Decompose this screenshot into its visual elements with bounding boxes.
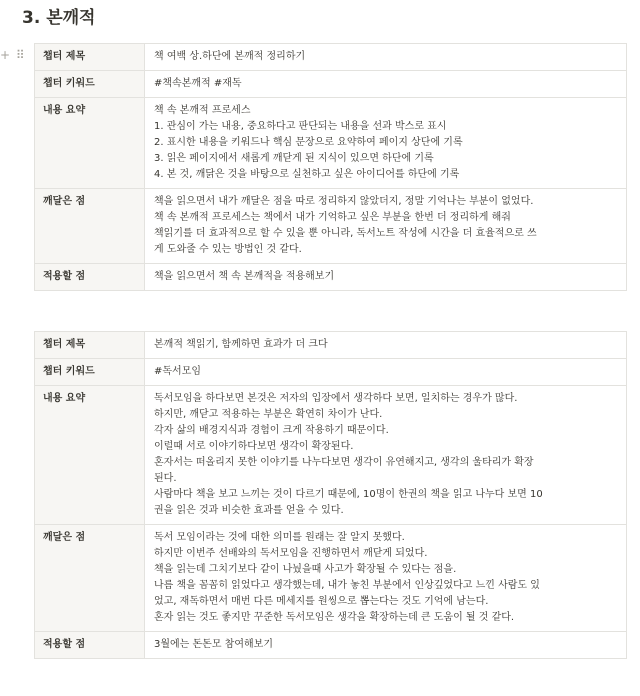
text-line: 3. 읽은 페이지에서 새롭게 깨닫게 된 지식이 있으면 하단에 기록	[154, 153, 434, 164]
text-line: 각자 삶의 배경지식과 경험이 크게 작용하기 때문이다.	[154, 425, 389, 436]
table-row	[35, 332, 627, 359]
text-line: 책 속 본깨적 프로세스	[154, 105, 251, 116]
row-value-chapter-title[interactable]	[145, 44, 627, 71]
table-row	[35, 525, 627, 632]
block-handle[interactable]	[0, 48, 26, 62]
row-value-summary[interactable]	[145, 386, 627, 525]
text-line: 1. 관심이 가는 내용, 중요하다고 판단되는 내용을 선과 박스로 표시	[154, 121, 447, 132]
text-line: 하지만, 깨닫고 적용하는 부분은 확연히 차이가 난다.	[154, 409, 383, 420]
drag-handle-icon[interactable]: ⠿	[15, 48, 26, 62]
text-line: 책을 읽으면서 책 속 본깨적을 적용해보기	[154, 271, 335, 282]
table-row	[35, 71, 627, 98]
text-line: 권을 읽은 것과 비슷한 효과를 얻을 수 있다.	[154, 505, 344, 516]
table-row	[35, 359, 627, 386]
row-label-application[interactable]: 적용할 점	[35, 632, 145, 659]
text-line: 본깨적 책읽기, 함께하면 효과가 더 크다	[154, 339, 328, 350]
text-line: 4. 본 것, 깨닭은 것을 바탕으로 실천하고 싶은 아이디어를 하단에 기록	[154, 169, 460, 180]
row-label-chapter-title[interactable]: 챕터 제목	[35, 44, 145, 71]
table-row	[35, 264, 627, 291]
text-line: 책 여백 상.하단에 본깨적 정리하기	[154, 51, 306, 62]
table-row	[35, 44, 627, 71]
text-line: 책을 읽으면서 내가 깨달은 점을 따로 정리하지 않았더지, 정말 기억나는 부분이 없었다.	[154, 196, 534, 207]
text-line: 책읽기를 더 효과적으로 할 수 있을 뿐 아니라, 독서노트 작성에 시간을 더 효율적으로 쓰	[154, 228, 537, 239]
text-line: 독서 모임이라는 것에 대한 의미를 원래는 잘 알지 못했다.	[154, 532, 405, 543]
text-line: 3월에는 돈돈모 참여해보기	[154, 639, 273, 650]
chapter-table-2	[34, 331, 627, 659]
text-line: 된다.	[154, 473, 177, 484]
row-label-chapter-keyword[interactable]: 챕터 키워드	[35, 359, 145, 386]
text-line: 나름 책을 꼼꼼히 읽었다고 생각했는데, 내가 놓친 부분에서 인상깊었다고 느낀 사람도 있	[154, 580, 540, 591]
text-line: 책 속 본깨적 프로세스는 책에서 내가 기억하고 싶은 부분을 한번 더 정리하게 해줘	[154, 212, 511, 223]
row-value-application[interactable]	[145, 632, 627, 659]
table-row	[35, 189, 627, 264]
row-value-realization[interactable]	[145, 189, 627, 264]
row-value-summary[interactable]	[145, 98, 627, 189]
row-label-chapter-title[interactable]: 챕터 제목	[35, 332, 145, 359]
section-heading: 3. 본깨적	[22, 8, 96, 28]
row-value-chapter-keyword[interactable]	[145, 71, 627, 98]
text-line: 혼자 읽는 것도 좋지만 꾸준한 독서모임은 생각을 확장하는데 큰 도움이 될 것 같다.	[154, 612, 515, 623]
row-label-summary[interactable]: 내용 요약	[35, 98, 145, 189]
row-label-realization[interactable]: 깨달은 점	[35, 189, 145, 264]
row-label-application[interactable]: 적용할 점	[35, 264, 145, 291]
text-line: 었고, 재독하면서 매번 다른 메세지를 원씽으로 뽑는다는 것도 기억에 남는다.	[154, 596, 489, 607]
text-line: #책속본깨적 #재독	[154, 78, 242, 89]
row-value-application[interactable]	[145, 264, 627, 291]
row-label-summary[interactable]: 내용 요약	[35, 386, 145, 525]
text-line: 독서모임을 하다보면 본것은 저자의 입장에서 생각하다 보면, 일치하는 경우가 많다.	[154, 393, 518, 404]
row-value-realization[interactable]	[145, 525, 627, 632]
text-line: 게 도와줄 수 있는 방법인 것 같다.	[154, 244, 302, 255]
text-line: 사람마다 책을 보고 느끼는 것이 다르기 때문에, 10명이 한권의 책을 읽고 나누다 보면 10	[154, 489, 543, 500]
table-row	[35, 386, 627, 525]
text-line: #독서모임	[154, 366, 202, 377]
row-value-chapter-title[interactable]	[145, 332, 627, 359]
chapter-table-1	[34, 43, 627, 291]
text-line: 이럴때 서로 이야기하다보면 생각이 확장된다.	[154, 441, 354, 452]
table-row	[35, 632, 627, 659]
text-line: 2. 표시한 내용을 키워드나 핵심 문장으로 요약하여 페이지 상단에 기록	[154, 137, 463, 148]
add-block-icon[interactable]: +	[0, 48, 12, 62]
text-line: 혼자서는 떠올리지 못한 이야기를 나누다보면 생각이 유연해지고, 생각의 울타리가 확장	[154, 457, 534, 468]
row-label-chapter-keyword[interactable]: 챕터 키워드	[35, 71, 145, 98]
text-line: 책을 읽는데 그치기보다 같이 나눴을때 사고가 확장될 수 있다는 점을.	[154, 564, 457, 575]
row-value-chapter-keyword[interactable]	[145, 359, 627, 386]
table-row	[35, 98, 627, 189]
row-label-realization[interactable]: 깨달은 점	[35, 525, 145, 632]
text-line: 하지만 이번주 선배와의 독서모임을 진행하면서 깨닫게 되었다.	[154, 548, 428, 559]
